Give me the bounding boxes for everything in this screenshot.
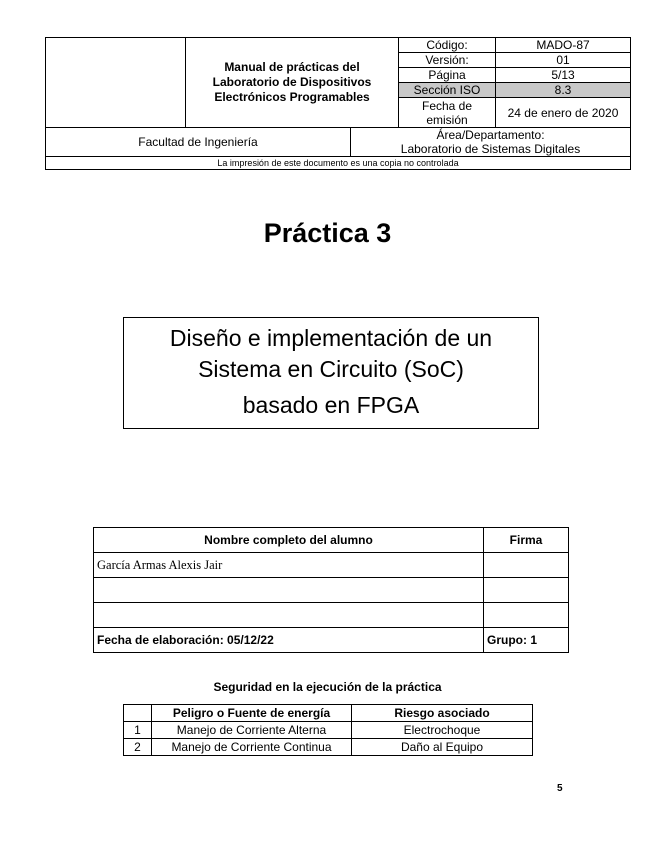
- safety-table: [123, 704, 533, 756]
- safety-row-number: 2: [124, 739, 152, 756]
- practice-title-box: [123, 317, 539, 429]
- page-label: Página: [399, 68, 496, 83]
- table-row: [124, 722, 533, 739]
- safety-row-hazard: Manejo de Corriente Continua: [152, 739, 352, 756]
- issue-date-label: Fecha de emisión: [399, 98, 496, 128]
- signature-cell-2: [484, 578, 569, 603]
- student-name-1: García Armas Alexis Jair: [94, 553, 484, 578]
- document-header-table: [45, 37, 631, 170]
- safety-section-title: Seguridad en la ejecución de la práctica: [213, 680, 442, 694]
- code-value: MADO-87: [496, 38, 631, 53]
- student-name-2: [94, 578, 484, 603]
- safety-row-hazard: Manejo de Corriente Alterna: [152, 722, 352, 739]
- practice-title-line-3: basado en FPGA: [242, 392, 420, 418]
- manual-title: Manual de prácticas del Laboratorio de Dispositivos Electrónicos Programables: [186, 38, 399, 128]
- student-name-header: Nombre completo del alumno: [94, 528, 484, 553]
- hazard-header: Peligro o Fuente de energía: [152, 705, 352, 722]
- elaboration-date: Fecha de elaboración: 05/12/22: [94, 628, 484, 653]
- student-name-3: [94, 603, 484, 628]
- faculty-name: Facultad de Ingeniería: [46, 128, 351, 157]
- signature-header: Firma: [484, 528, 569, 553]
- iso-section-label: Sección ISO: [399, 83, 496, 98]
- iso-section-value: 8.3: [496, 83, 631, 98]
- version-value: 01: [496, 53, 631, 68]
- version-label: Versión:: [399, 53, 496, 68]
- practice-title-line-2: Sistema en Circuito (SoC): [198, 356, 464, 382]
- table-row: [124, 739, 533, 756]
- code-label: Código:: [399, 38, 496, 53]
- risk-header: Riesgo asociado: [352, 705, 533, 722]
- safety-index-header: [124, 705, 152, 722]
- signature-cell-1: [484, 553, 569, 578]
- student-table: [93, 527, 569, 653]
- safety-row-risk: Daño al Equipo: [352, 739, 533, 756]
- area-department: Área/Departamento: Laboratorio de Sistemas Digitales: [351, 128, 631, 157]
- page-value: 5/13: [496, 68, 631, 83]
- issue-date-value: 24 de enero de 2020: [496, 98, 631, 128]
- safety-row-number: 1: [124, 722, 152, 739]
- group-number: Grupo: 1: [484, 628, 569, 653]
- page-number: 5: [557, 783, 563, 794]
- logo-cell: [46, 38, 186, 128]
- practice-number: Práctica 3: [263, 218, 392, 248]
- uncontrolled-copy-disclaimer: La impresión de este documento es una copia no controlada: [46, 157, 631, 170]
- practice-title-line-1: Diseño e implementación de un: [169, 325, 493, 351]
- signature-cell-3: [484, 603, 569, 628]
- safety-row-risk: Electrochoque: [352, 722, 533, 739]
